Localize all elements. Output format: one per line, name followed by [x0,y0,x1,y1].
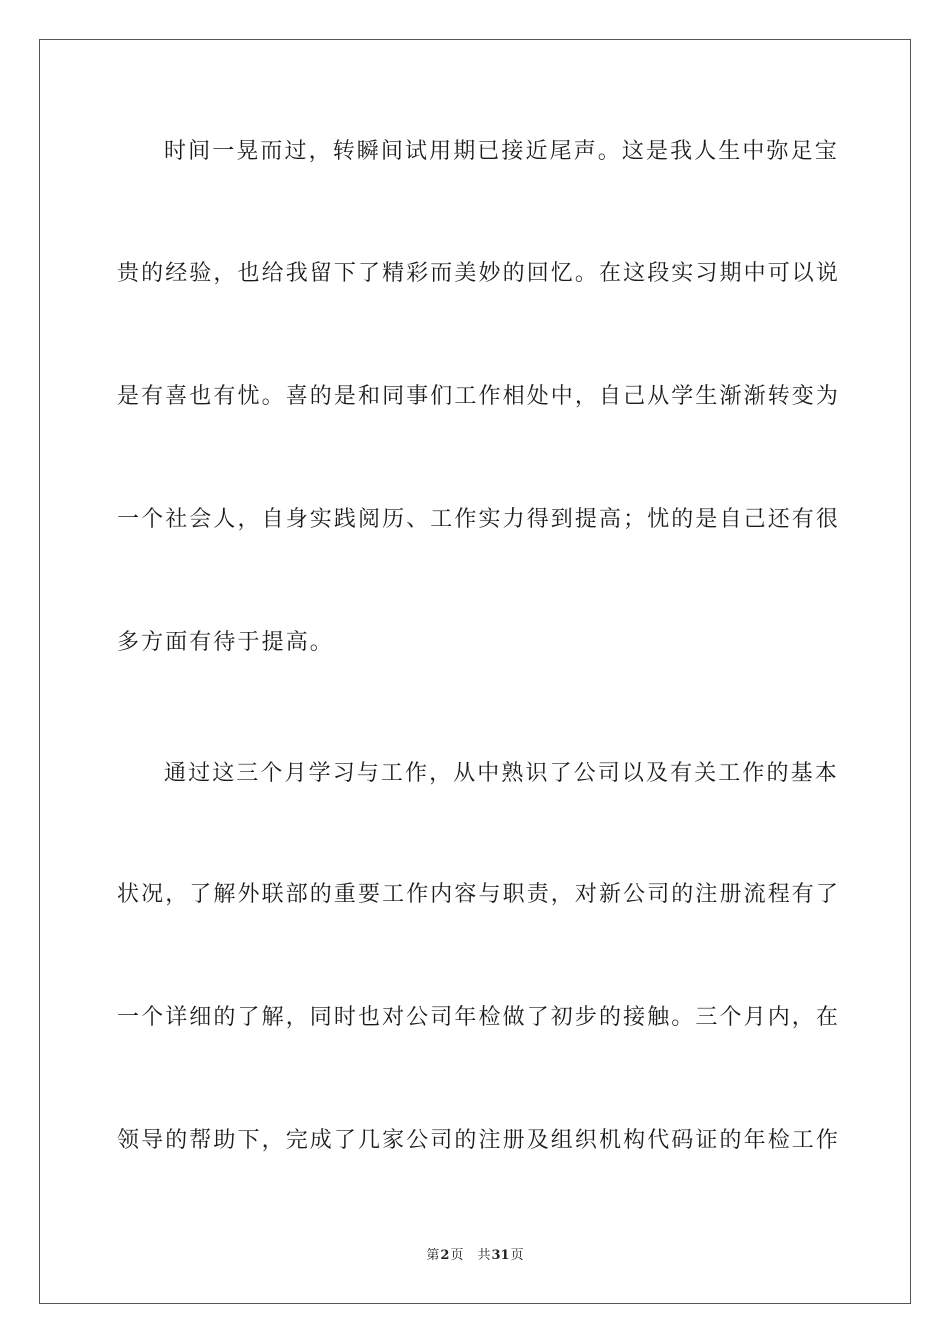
page-border [39,39,911,1304]
page-suffix: 页 [450,1248,464,1263]
paragraph-1-line-5: 多方面有待于提高。 [117,630,334,655]
page-prefix: 第 [426,1248,440,1263]
paragraph-2-line-4: 领导的帮助下，完成了几家公司的注册及组织机构代码证的年检工作 [117,1128,841,1153]
paragraph-1-line-3: 是有喜也有忧。喜的是和同事们工作相处中，自己从学生渐渐转变为 [117,384,841,409]
page-footer [0,1246,950,1266]
paragraph-1-line-2: 贵的经验，也给我留下了精彩而美妙的回忆。在这段实习期中可以说 [117,261,841,286]
total-suffix: 页 [510,1248,524,1263]
paragraph-2-line-2: 状况，了解外联部的重要工作内容与职责，对新公司的注册流程有了 [117,882,841,907]
paragraph-1-line-4: 一个社会人，自身实践阅历、工作实力得到提高；忧的是自己还有很 [117,507,841,532]
paragraph-2-line-3: 一个详细的了解，同时也对公司年检做了初步的接触。三个月内，在 [117,1005,841,1030]
total-pages: 31 [491,1248,510,1263]
total-prefix: 共 [477,1248,491,1263]
paragraph-1-line-1: 时间一晃而过，转瞬间试用期已接近尾声。这是我人生中弥足宝 [164,139,839,164]
page-number: 2 [440,1248,450,1263]
paragraph-2-line-1: 通过这三个月学习与工作，从中熟识了公司以及有关工作的基本 [164,761,839,786]
